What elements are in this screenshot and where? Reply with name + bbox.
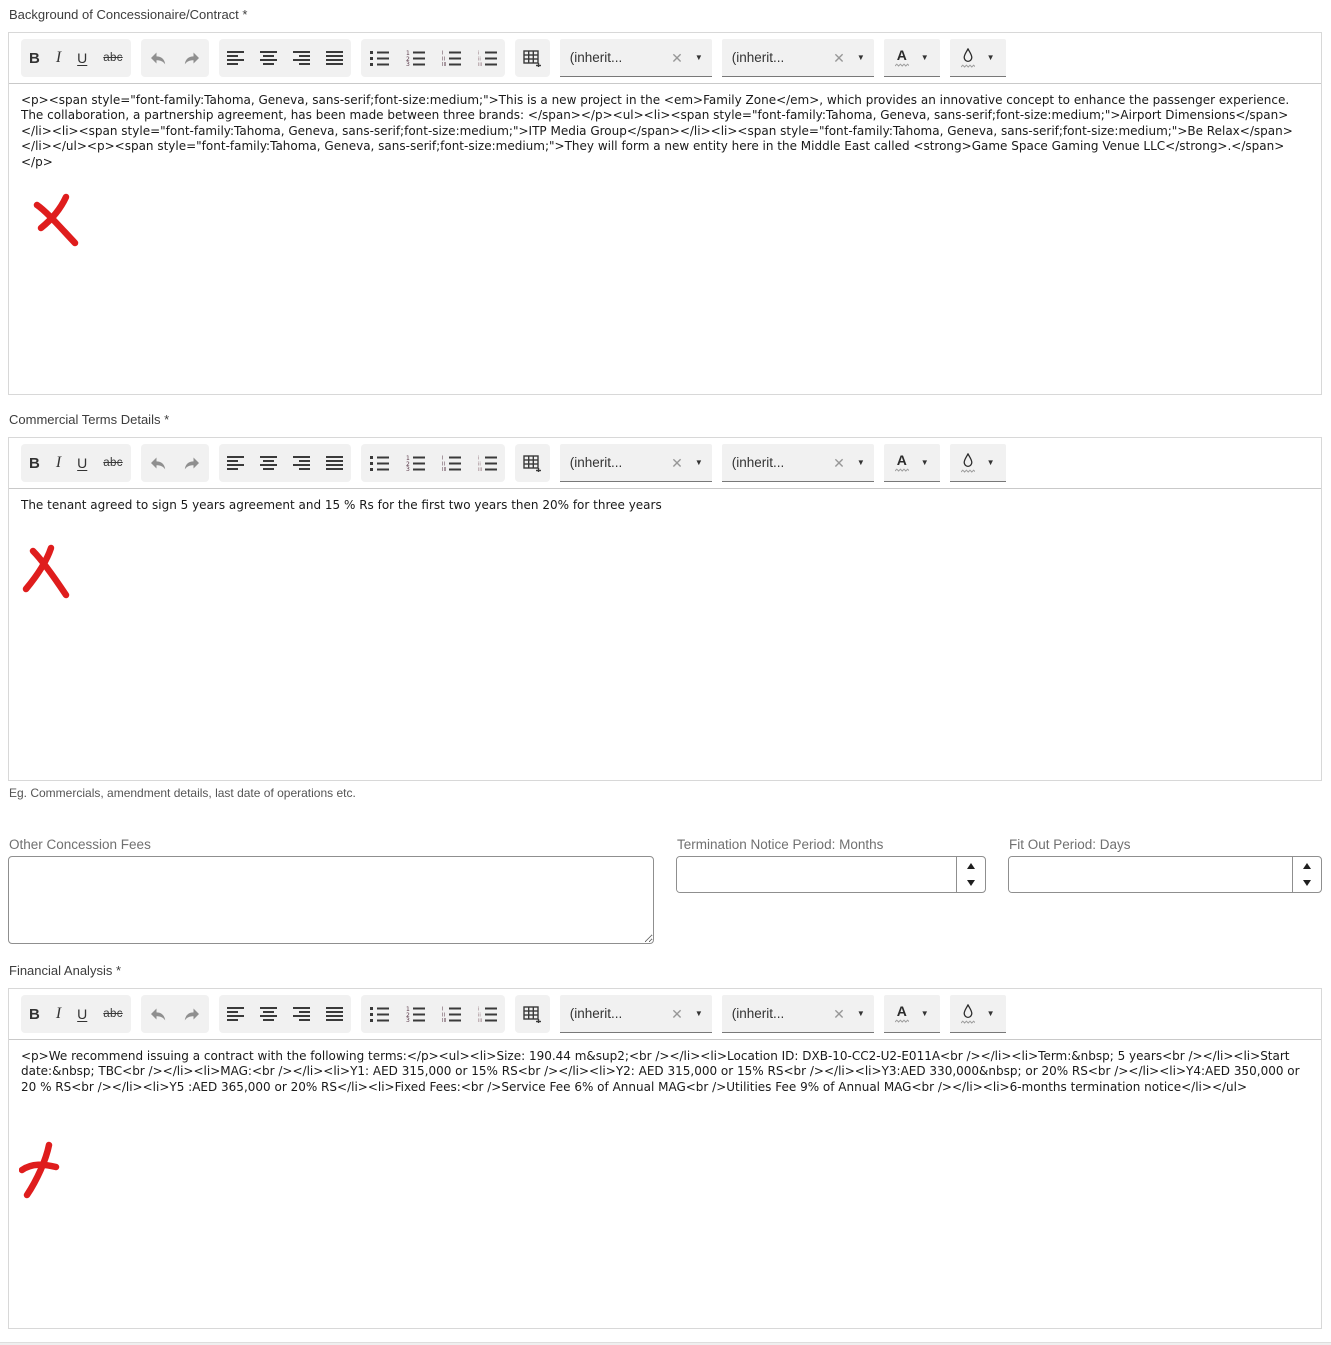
financial-analysis-editor bbox=[8, 988, 1322, 1329]
text-color-button[interactable] bbox=[884, 39, 940, 77]
fit-out-field bbox=[1008, 836, 1322, 944]
justify-icon bbox=[326, 456, 343, 470]
caret-down-icon: ▼ bbox=[986, 457, 995, 467]
svg-text:i: i bbox=[477, 50, 480, 57]
alpha-list-button[interactable] bbox=[469, 444, 505, 482]
align-center-icon bbox=[260, 51, 277, 65]
financial-analysis-editor-text: <p>We recommend issuing a contract with the following terms:</p><ul><li>Size: 190.44 m&sup2;<br /></li><li>Location ID: DXB-10-CC2-U2-E011A<br /></li><li>Term:&nbsp; 5 years<br /></li><li>Start date:&nbsp; TBC<br /></li><li>MAG:<br /></li><li>Y1: AED 315,000 or 15% RS<br /></li><li>Y2: AED 315,000 or 15% RS<br /></li><li>Y3:AED 330,000&nbsp; or 20% RS<br /></li><li>Y4:AED 350,000 or 20 % RS<br /></li><li>Y5 :AED 365,000 or 20% RS</li><li>Fixed Fees:<br />Service Fee 6% of Annual MAG<br />Utilities Fee 9% of Annual MAG<br /></li><li>6-months termination notice</li></ul> bbox=[21, 1049, 1300, 1094]
svg-text:II: II bbox=[441, 461, 445, 468]
table-group bbox=[515, 39, 550, 77]
background-color-button[interactable] bbox=[950, 995, 1006, 1033]
alpha-list-icon bbox=[477, 1006, 497, 1022]
financial-analysis-field bbox=[8, 963, 1322, 1329]
numbered-list-icon bbox=[405, 455, 425, 471]
align-right-icon bbox=[293, 1007, 310, 1021]
background-color-droplet-icon bbox=[961, 48, 975, 68]
numbered-list-button[interactable] bbox=[397, 444, 433, 482]
caret-down-icon: ▼ bbox=[856, 457, 865, 467]
other-fees-textarea[interactable] bbox=[8, 856, 654, 944]
insert-table-icon bbox=[523, 50, 542, 67]
background-color-droplet-icon bbox=[961, 1004, 975, 1024]
numbered-list-button[interactable] bbox=[397, 995, 433, 1033]
justify-button[interactable] bbox=[318, 995, 351, 1033]
text-style-group bbox=[21, 39, 131, 77]
svg-text:III: III bbox=[441, 467, 447, 471]
bold-button[interactable]: B bbox=[21, 995, 48, 1033]
commercial-terms-editor bbox=[8, 437, 1322, 781]
commercial-terms-editor-text: The tenant agreed to sign 5 years agreement and 15 % Rs for the first two years then 20% for three years bbox=[21, 498, 662, 512]
redo-button[interactable] bbox=[175, 39, 209, 77]
fit-out-input-wrap bbox=[1008, 856, 1322, 893]
bullet-list-icon bbox=[369, 1006, 389, 1022]
align-left-icon bbox=[227, 456, 244, 470]
background-color-droplet-icon bbox=[961, 453, 975, 473]
red-x-annotation bbox=[19, 1140, 67, 1204]
list-group bbox=[361, 39, 505, 77]
font-size-select[interactable] bbox=[722, 444, 874, 482]
other-fees-field bbox=[8, 836, 654, 944]
align-right-icon bbox=[293, 456, 310, 470]
commercial-terms-editor-body[interactable] bbox=[9, 489, 1321, 780]
font-size-select[interactable] bbox=[722, 995, 874, 1033]
svg-text:I: I bbox=[441, 50, 444, 57]
redo-button[interactable] bbox=[175, 995, 209, 1033]
fit-out-input[interactable] bbox=[1009, 857, 1292, 892]
alignment-group bbox=[219, 444, 351, 482]
alpha-list-button[interactable] bbox=[469, 995, 505, 1033]
background-label: Background of Concessionaire/Contract * bbox=[9, 7, 248, 22]
caret-down-icon: ▼ bbox=[920, 457, 929, 467]
roman-list-icon bbox=[441, 1006, 461, 1022]
svg-text:III: III bbox=[441, 62, 447, 66]
background-field bbox=[8, 7, 1322, 395]
svg-text:II: II bbox=[441, 56, 445, 63]
termination-notice-input-wrap bbox=[676, 856, 986, 893]
svg-text:II: II bbox=[441, 1012, 445, 1019]
history-group bbox=[141, 444, 209, 482]
italic-button[interactable]: I bbox=[48, 39, 69, 77]
svg-text:3: 3 bbox=[405, 1017, 410, 1022]
text-color-button[interactable] bbox=[884, 444, 940, 482]
roman-list-button[interactable] bbox=[433, 444, 469, 482]
caret-down-icon: ▼ bbox=[986, 52, 995, 62]
font-family-value: (inherit... bbox=[569, 50, 623, 65]
svg-text:1: 1 bbox=[405, 50, 410, 57]
alignment-group bbox=[219, 39, 351, 77]
text-color-icon: A bbox=[895, 48, 909, 67]
alpha-list-icon bbox=[477, 50, 497, 66]
align-left-icon bbox=[227, 51, 244, 65]
insert-table-button[interactable] bbox=[515, 995, 550, 1033]
redo-icon bbox=[183, 51, 201, 66]
svg-text:2: 2 bbox=[405, 461, 410, 468]
undo-icon bbox=[149, 51, 167, 66]
insert-table-icon bbox=[523, 1006, 542, 1023]
svg-text:I: I bbox=[441, 455, 444, 462]
italic-button[interactable]: I bbox=[48, 995, 69, 1033]
svg-text:ii: ii bbox=[477, 1012, 481, 1019]
table-group bbox=[515, 995, 550, 1033]
svg-text:ii: ii bbox=[477, 461, 481, 468]
alpha-list-icon bbox=[477, 455, 497, 471]
svg-text:3: 3 bbox=[405, 466, 410, 471]
bullet-list-button[interactable] bbox=[361, 39, 397, 77]
font-size-value: (inherit... bbox=[731, 455, 785, 470]
undo-button[interactable] bbox=[141, 995, 175, 1033]
arrow-down-icon bbox=[1303, 880, 1311, 886]
align-center-button[interactable] bbox=[252, 39, 285, 77]
svg-text:iii: iii bbox=[477, 62, 482, 66]
svg-text:ii: ii bbox=[477, 56, 481, 63]
roman-list-button[interactable] bbox=[433, 39, 469, 77]
undo-icon bbox=[149, 1007, 167, 1022]
financial-analysis-label: Financial Analysis * bbox=[9, 963, 121, 978]
align-center-icon bbox=[260, 456, 277, 470]
svg-text:III: III bbox=[441, 1018, 447, 1022]
termination-notice-field bbox=[676, 836, 986, 944]
svg-text:1: 1 bbox=[405, 455, 410, 462]
svg-text:I: I bbox=[441, 1006, 444, 1013]
strikethrough-button[interactable]: abc bbox=[95, 995, 130, 1033]
background-editor-body[interactable] bbox=[9, 84, 1321, 394]
redo-button[interactable] bbox=[175, 444, 209, 482]
fees-and-periods-row bbox=[8, 836, 1322, 944]
undo-icon bbox=[149, 456, 167, 471]
text-style-group bbox=[21, 444, 131, 482]
background-editor-text: <p><span style="font-family:Tahoma, Geneva, sans-serif;font-size:medium;">This is a new project in the <em>Family Zone</em>, which provides an innovative concept to enhance the passenger experience. The collaboration, a partnership agreement, has been made between three brands: </span></p><ul><li><span style="font-family:Tahoma, Geneva, sans-serif;font-size:medium;">Airport Dimensions</span></li><li><span style="font-family:Tahoma, Geneva, sans-serif;font-size:medium;">ITP Media Group</span></li><li><span style="font-family:Tahoma, Geneva, sans-serif;font-size:medium;">Be Relax</span></li></ul><p><span style="font-family:Tahoma, Geneva, sans-serif;font-size:medium;">They will form a new entity here in the Middle East called <strong>Game Space Gaming Venue LLC</strong>.</span></p> bbox=[21, 93, 1293, 169]
align-right-button[interactable] bbox=[285, 39, 318, 77]
fit-out-spinner bbox=[1292, 857, 1321, 892]
redo-icon bbox=[183, 456, 201, 471]
insert-table-icon bbox=[523, 455, 542, 472]
svg-text:2: 2 bbox=[405, 1012, 410, 1019]
align-left-button[interactable] bbox=[219, 444, 252, 482]
list-group bbox=[361, 444, 505, 482]
commercial-terms-helper: Eg. Commercials, amendment details, last date of operations etc. bbox=[9, 786, 356, 800]
commercial-terms-field bbox=[8, 412, 1322, 800]
roman-list-icon bbox=[441, 50, 461, 66]
strikethrough-button[interactable]: abc bbox=[95, 39, 130, 77]
caret-down-icon: ▼ bbox=[694, 457, 703, 467]
termination-notice-label: Termination Notice Period: Months bbox=[677, 837, 884, 852]
roman-list-icon bbox=[441, 455, 461, 471]
insert-table-button[interactable] bbox=[515, 444, 550, 482]
caret-down-icon: ▼ bbox=[986, 1008, 995, 1018]
spinner-up-button[interactable] bbox=[1293, 857, 1321, 875]
red-x-annotation bbox=[27, 188, 87, 252]
italic-button[interactable]: I bbox=[48, 444, 69, 482]
svg-text:1: 1 bbox=[405, 1006, 410, 1013]
history-group bbox=[141, 39, 209, 77]
spinner-down-button[interactable] bbox=[957, 875, 985, 893]
svg-text:iii: iii bbox=[477, 1018, 482, 1022]
caret-down-icon: ▼ bbox=[694, 52, 703, 62]
align-right-icon bbox=[293, 51, 310, 65]
list-group bbox=[361, 995, 505, 1033]
bullet-list-button[interactable] bbox=[361, 444, 397, 482]
insert-table-button[interactable] bbox=[515, 39, 550, 77]
fit-out-label: Fit Out Period: Days bbox=[1009, 837, 1131, 852]
termination-notice-spinner bbox=[956, 857, 985, 892]
text-color-button[interactable] bbox=[884, 995, 940, 1033]
spinner-up-button[interactable] bbox=[957, 857, 985, 875]
align-left-icon bbox=[227, 1007, 244, 1021]
justify-button[interactable] bbox=[318, 39, 351, 77]
history-group bbox=[141, 995, 209, 1033]
bullet-list-button[interactable] bbox=[361, 995, 397, 1033]
caret-down-icon: ▼ bbox=[856, 52, 865, 62]
font-family-select[interactable] bbox=[560, 39, 712, 77]
caret-down-icon: ▼ bbox=[856, 1008, 865, 1018]
bold-button[interactable]: B bbox=[21, 39, 48, 77]
svg-text:i: i bbox=[477, 455, 480, 462]
align-right-button[interactable] bbox=[285, 444, 318, 482]
svg-text:iii: iii bbox=[477, 467, 482, 471]
background-color-button[interactable] bbox=[950, 444, 1006, 482]
undo-button[interactable] bbox=[141, 39, 175, 77]
font-family-select[interactable] bbox=[560, 444, 712, 482]
strikethrough-button[interactable]: abc bbox=[95, 444, 130, 482]
caret-down-icon: ▼ bbox=[920, 1008, 929, 1018]
text-color-icon: A bbox=[895, 453, 909, 472]
clear-icon[interactable]: ✕ bbox=[833, 1005, 845, 1022]
svg-text:i: i bbox=[477, 1006, 480, 1013]
font-size-value: (inherit... bbox=[731, 1006, 785, 1021]
arrow-up-icon bbox=[1303, 863, 1311, 869]
bullet-list-icon bbox=[369, 50, 389, 66]
justify-icon bbox=[326, 1007, 343, 1021]
clear-icon[interactable]: ✕ bbox=[671, 454, 683, 471]
text-style-group bbox=[21, 995, 131, 1033]
alignment-group bbox=[219, 995, 351, 1033]
financial-analysis-editor-body[interactable] bbox=[9, 1040, 1321, 1328]
alpha-list-button[interactable] bbox=[469, 39, 505, 77]
align-center-icon bbox=[260, 1007, 277, 1021]
svg-text:3: 3 bbox=[405, 61, 410, 66]
align-center-button[interactable] bbox=[252, 995, 285, 1033]
underline-button[interactable]: U bbox=[69, 995, 95, 1033]
numbered-list-icon bbox=[405, 1006, 425, 1022]
numbered-list-button[interactable] bbox=[397, 39, 433, 77]
align-left-button[interactable] bbox=[219, 39, 252, 77]
red-x-annotation bbox=[21, 541, 81, 603]
caret-down-icon: ▼ bbox=[694, 1008, 703, 1018]
caret-down-icon: ▼ bbox=[920, 52, 929, 62]
clear-icon[interactable]: ✕ bbox=[671, 49, 683, 66]
other-fees-label: Other Concession Fees bbox=[9, 837, 151, 852]
roman-list-button[interactable] bbox=[433, 995, 469, 1033]
font-family-value: (inherit... bbox=[569, 455, 623, 470]
background-color-button[interactable] bbox=[950, 39, 1006, 77]
undo-button[interactable] bbox=[141, 444, 175, 482]
justify-button[interactable] bbox=[318, 444, 351, 482]
commercial-terms-editor-toolbar bbox=[9, 438, 1321, 489]
font-family-select[interactable] bbox=[560, 995, 712, 1033]
spinner-down-button[interactable] bbox=[1293, 875, 1321, 893]
justify-icon bbox=[326, 51, 343, 65]
background-editor-toolbar bbox=[9, 33, 1321, 84]
bold-button[interactable]: B bbox=[21, 444, 48, 482]
text-color-icon: A bbox=[895, 1004, 909, 1023]
termination-notice-input[interactable] bbox=[677, 857, 956, 892]
clear-icon[interactable]: ✕ bbox=[833, 49, 845, 66]
numbered-list-icon bbox=[405, 50, 425, 66]
align-left-button[interactable] bbox=[219, 995, 252, 1033]
background-editor bbox=[8, 32, 1322, 395]
bullet-list-icon bbox=[369, 455, 389, 471]
arrow-up-icon bbox=[967, 863, 975, 869]
table-group bbox=[515, 444, 550, 482]
financial-analysis-editor-toolbar bbox=[9, 989, 1321, 1040]
clear-icon[interactable]: ✕ bbox=[671, 1005, 683, 1022]
underline-button[interactable]: U bbox=[69, 444, 95, 482]
font-size-value: (inherit... bbox=[731, 50, 785, 65]
arrow-down-icon bbox=[967, 880, 975, 886]
align-center-button[interactable] bbox=[252, 444, 285, 482]
underline-button[interactable]: U bbox=[69, 39, 95, 77]
redo-icon bbox=[183, 1007, 201, 1022]
align-right-button[interactable] bbox=[285, 995, 318, 1033]
clear-icon[interactable]: ✕ bbox=[833, 454, 845, 471]
font-family-value: (inherit... bbox=[569, 1006, 623, 1021]
font-size-select[interactable] bbox=[722, 39, 874, 77]
svg-text:2: 2 bbox=[405, 56, 410, 63]
commercial-terms-label: Commercial Terms Details * bbox=[9, 412, 170, 427]
